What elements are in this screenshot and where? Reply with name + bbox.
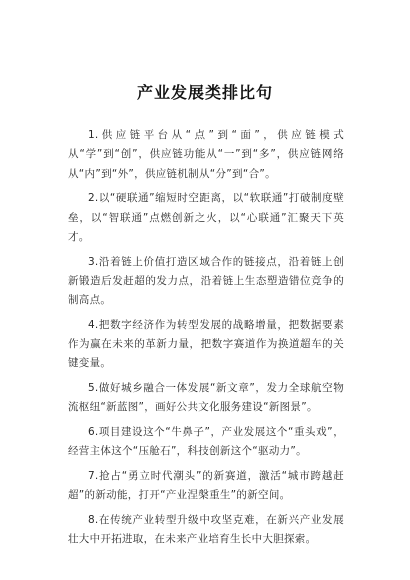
document-title: 产业发展类排比句: [136, 83, 273, 102]
paragraph-5: 5.做好城乡融合一体发展“新文章”，发力全球航空物流枢纽“新蓝图”，画好公共文化服务建设“新图景”。: [68, 382, 344, 414]
paragraph-7: 7.抢占“勇立时代潮头”的新赛道，激活“城市跨越赶超”的新动能，打开“产业涅槃重生”的新空间。: [68, 470, 344, 502]
paragraph-1: 1.供应链平台从“点”到“面”，供应链模式从“学”到“创”，供应链功能从“一”到“多”，供应链网络从“内”到“外”，供应链机制从“分”到“合”。: [68, 129, 344, 180]
paragraph-4: 4.把数字经济作为转型发展的战略增量，把数据要素作为赢在未来的革新力量，把数字赛道作为换道超车的关键变量。: [68, 318, 344, 370]
paragraph-list: [68, 126, 344, 555]
paragraph-8: 8.在传统产业转型升级中攻坚克难，在新兴产业发展壮大中开拓进取，在未来产业培育生长中大胆探索。: [68, 514, 344, 546]
paragraph-6: 6.项目建设这个“牛鼻子”，产业发展这个“重头戏”，经营主体这个“压舱石”，科技创新这个“驱动力”。: [68, 426, 344, 458]
paragraph-2: 2.以“硬联通”缩短时空距离，以“软联通”打破制度壁垒，以“智联通”点燃创新之火，以“心联通”汇聚天下英才。: [68, 192, 344, 243]
paragraph-3: 3.沿着链上价值打造区域合作的链接点，沿着链上创新锻造后发赶超的发力点，沿着链上生态塑造错位竞争的制高点。: [68, 255, 344, 307]
